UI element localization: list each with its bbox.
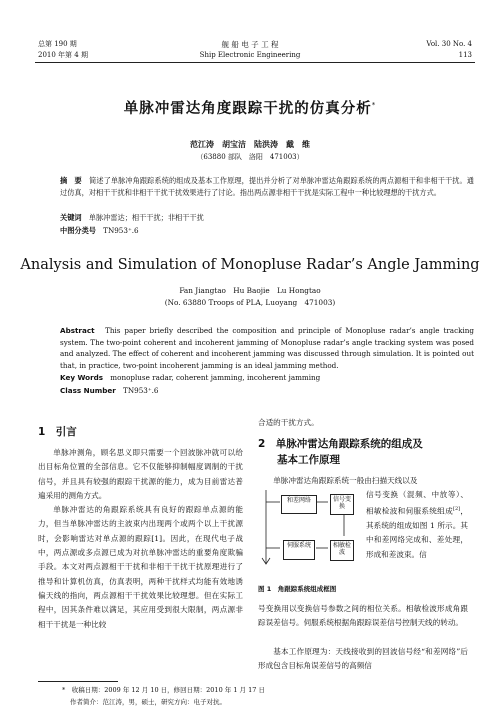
figure1-box-servo-system: 伺服系统 — [283, 540, 315, 560]
footnote-rule — [38, 681, 118, 682]
clc-en-text: TN953⁺.6 — [123, 386, 159, 395]
section2-paragraph-2: 基本工作原理为：天线接收到的回波信号经“和差网络”后形成包含目标角误差信号的高频信 — [258, 647, 468, 671]
authors-cn: 范江涛 胡宝洁 陆洪涛 戴 维 — [190, 140, 310, 149]
keywords-en-text: monopluse radar, coherent jamming, incoherent jamming — [110, 373, 321, 382]
affiliation-en: (No. 63880 Troops of PLA, Luoyang 471003) — [164, 298, 336, 307]
clc-cn — [60, 225, 139, 237]
keywords-en — [60, 372, 320, 384]
abstract-en-label: Abstract — [60, 326, 95, 335]
header-issue-total: 总第 190 期 — [38, 40, 77, 48]
clc-cn-text: TN953⁺.6 — [103, 226, 139, 235]
abstract-en — [60, 325, 474, 371]
header-issue-year: 2010 年第 4 期 — [38, 51, 88, 59]
header-journal-cn: 舰 船 电 子 工 程 — [221, 40, 279, 49]
abstract-cn-text: 简述了单脉冲角跟踪系统的组成及基本工作原理，提出并分析了对单脉冲雷达角跟踪系统的两点源相干和非相干干扰。通过仿真，对相干干扰和非相干干扰干扰效果进行了讨论。指出两点源非相干干扰是实际工程中一种比较理想的干扰方式。 — [60, 176, 474, 197]
footnote-author-bio: 作者简介：范江涛，男，硕士，研究方向：电子对抗。 — [70, 698, 226, 706]
section1-continuation: 合适的干扰方式。 — [258, 418, 319, 427]
section1-paragraph-2: 单脉冲雷达的角跟踪系统具有良好的跟踪单点源的能力，但当单脉冲雷达的主波束内出现两个或两个以上干扰源时，会影响雷达对单点源的跟踪[1]。因此，在现代电子战中，两点源或多点源已成为对抗单脉冲雷达的重要角度欺骗手段。本文对两点源相干干扰和非相干干扰干扰原理进行了推导和计算机仿真，仿真表明，两种干扰样式均能有效地诱偏天线的指向，两点源相干干扰效果比较理想。但在实际工程中，因其条件难以满足，其应用受到很大限制，两点源非相干干扰是一种比较 — [38, 505, 243, 629]
authors-en: Fan Jiangtao Hu Baojie Lu Hongtao — [179, 286, 321, 295]
paper-title-en: Analysis and Simulation of Monopluse Radar’s Angle Jamming — [20, 257, 480, 273]
figure1-box-sum-diff-network: 和差网络 — [281, 495, 317, 514]
section1-body — [38, 446, 243, 632]
title-footnote-mark: * — [371, 101, 377, 110]
figure1-box-signal-transform: 信号变换 — [330, 494, 354, 515]
header-page-number: 113 — [458, 51, 472, 59]
abstract-cn — [60, 175, 474, 199]
footnote-star: * — [62, 686, 66, 694]
keywords-en-label: Key Words — [60, 373, 104, 382]
keywords-cn-text: 单脉冲雷达；相干干扰；非相干干扰 — [88, 213, 204, 222]
keywords-cn-label: 关键词 — [60, 213, 82, 222]
figure1-caption: 图 1 角跟踪系统组成框图 — [258, 585, 337, 593]
header-volume: Vol. 30 No. 4 — [426, 40, 472, 48]
section2-paragraph-1-intro: 单脉冲雷达角跟踪系统一般由扫描天线以及 — [273, 476, 418, 485]
clc-en — [60, 385, 159, 397]
section1-paragraph-1: 单脉冲测角，顾名思义即只需要一个回波脉冲就可以给出目标角位置的全部信息。它不仅能够抑制幅度调制的干扰信号，并且具有较强的跟踪干扰源的能力，成为目前雷达普遍采用的测角方式。 — [38, 448, 243, 500]
affiliation-cn: （63880 部队 洛阳 471003） — [196, 153, 304, 161]
paper-title-cn: 单脉冲雷达角度跟踪干扰的仿真分析* — [123, 101, 377, 117]
clc-en-label: Class Number — [60, 386, 116, 395]
abstract-cn-label: 摘 要 — [60, 176, 82, 185]
keywords-cn — [60, 212, 204, 224]
section2-paragraph-1-tail: 号变换用以变换信号参数之间的相位关系。相敏检波形成角跟踪误差信号。伺服系统根据角跟踪误差信号控制天线的转动。 — [258, 604, 468, 628]
footnote-dates: * 收稿日期：2009 年 12 月 10 日，修回日期：2010 年 1 月 17 日 — [62, 686, 265, 694]
section2-heading-line2: 基本工作原理 — [277, 454, 340, 466]
header-rule — [35, 62, 475, 63]
header-journal-en: Ship Electronic Engineering — [199, 51, 301, 59]
clc-cn-label: 中图分类号 — [60, 226, 96, 235]
section1-heading: 1 引言 — [38, 426, 77, 438]
section2-heading-line1: 2 单脉冲雷达角跟踪系统的组成及 — [258, 438, 423, 450]
abstract-en-text: This paper briefly described the composition and principle of Monopluse radar’s angle tracking system. The two-point coherent and incoherent jamming of Monopluse radar’s angle tracking system was posed and analyzed. The effect of coherent and incoherent jamming was discussed through simulation. It is pointed out that, in practice, two-point incoherent jamming is an ideal jamming method. — [60, 326, 474, 370]
section2-paragraph-1-wrap: 信号变换（混频、中放等）、相敏检波和伺服系统组成[2]，其系统的组成如图 1 所示。其中和差网络完成和、差处理，形成和差波束。信 — [366, 490, 469, 559]
figure1-box-phase-detection: 相敏检波 — [330, 540, 354, 561]
